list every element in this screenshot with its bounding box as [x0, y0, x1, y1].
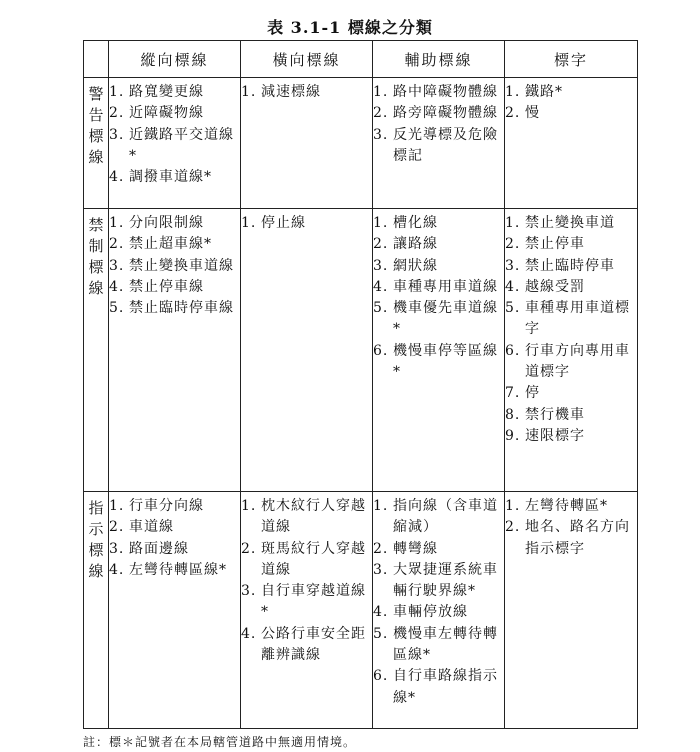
item-number: 5.	[109, 300, 125, 317]
item-number: 3.	[373, 561, 389, 578]
item-number: 1.	[241, 84, 257, 100]
item-number: 2.	[109, 236, 125, 253]
list-item	[505, 213, 637, 234]
list-item	[109, 256, 240, 277]
item-text: 斑馬紋行人穿越道線	[261, 540, 366, 578]
item-text: 慢	[525, 105, 540, 122]
item-list	[505, 209, 637, 447]
item-number: 2.	[373, 540, 389, 557]
item-number: 4.	[109, 278, 125, 295]
item-list	[109, 492, 240, 581]
row-category-char: 線	[88, 279, 104, 297]
item-text: 禁止臨時停車線	[129, 300, 234, 317]
item-text: 機慢車左轉待轉區線*	[393, 625, 498, 664]
item-text: 車種專用車道線	[393, 278, 498, 295]
item-number: 5.	[505, 300, 521, 317]
item-number: 4.	[109, 169, 125, 186]
row-category-char: 標	[88, 127, 104, 145]
item-number: 6.	[373, 668, 389, 685]
list-item	[109, 496, 240, 517]
list-item	[373, 277, 504, 298]
item-number: 1.	[373, 215, 389, 231]
item-number: 9.	[505, 427, 521, 444]
item-list	[109, 209, 240, 319]
list-item	[505, 405, 637, 426]
row-category-char: 指	[88, 499, 104, 517]
item-text: 速限標字	[525, 427, 585, 444]
list-item	[505, 426, 637, 447]
item-number: 5.	[373, 625, 389, 642]
item-text: 大眾捷運系統車輛行駛界線*	[393, 561, 498, 600]
item-text: 車種專用車道標字	[525, 300, 630, 338]
list-item	[241, 581, 372, 624]
item-number: 2.	[241, 540, 257, 557]
item-text: 機車優先車道線*	[393, 300, 498, 338]
table-cell	[373, 209, 505, 492]
row-category-char: 示	[88, 520, 104, 538]
list-item	[109, 277, 240, 298]
row-category	[84, 209, 109, 492]
row-category-char: 制	[88, 237, 104, 255]
list-item	[505, 517, 637, 560]
item-list	[505, 78, 637, 125]
item-text: 地名、路名方向指示標字	[525, 519, 630, 557]
item-number: 3.	[373, 126, 389, 143]
list-item	[109, 82, 240, 103]
item-text: 行車分向線	[129, 498, 204, 514]
list-item	[241, 624, 372, 667]
row-category-char: 禁	[88, 216, 104, 234]
header-corner	[84, 41, 109, 78]
item-number: 2.	[109, 519, 125, 536]
header-auxiliary: 輔助標線	[373, 41, 505, 78]
item-text: 槽化線	[393, 215, 438, 231]
table-cell	[241, 209, 373, 492]
item-text: 車輛停放線	[393, 604, 468, 621]
item-number: 6.	[373, 342, 389, 359]
table-cell	[373, 492, 505, 729]
list-item	[505, 103, 637, 124]
row-category	[84, 492, 109, 729]
item-number: 1.	[373, 498, 389, 514]
list-item	[373, 256, 504, 277]
list-item	[109, 234, 240, 255]
list-item	[373, 560, 504, 603]
list-item	[505, 496, 637, 517]
item-number: 3.	[505, 257, 521, 274]
item-text: 網狀線	[393, 257, 438, 274]
list-item	[373, 666, 504, 709]
header-longitudinal: 縱向標線	[109, 41, 241, 78]
item-text: 自行車穿越道線*	[261, 583, 366, 621]
item-number: 2.	[505, 236, 521, 253]
list-item	[373, 234, 504, 255]
table-row	[84, 209, 638, 492]
list-item	[505, 82, 637, 103]
item-text: 近鐵路平交道線*	[129, 126, 234, 164]
table-cell	[109, 492, 241, 729]
list-item	[241, 496, 372, 539]
item-number: 2.	[109, 105, 125, 122]
item-text: 路旁障礙物體線	[393, 105, 498, 122]
item-number: 3.	[109, 540, 125, 557]
table-cell	[109, 209, 241, 492]
item-list	[505, 492, 637, 560]
row-category-char: 標	[88, 258, 104, 276]
item-number: 1.	[505, 498, 521, 514]
item-text: 禁止變換車道線	[129, 257, 234, 274]
item-number: 4.	[373, 604, 389, 621]
item-number: 2.	[373, 105, 389, 122]
item-text: 機慢車停等區線*	[393, 342, 498, 381]
list-item	[505, 383, 637, 404]
item-text: 禁行機車	[525, 406, 585, 423]
table-row	[84, 492, 638, 729]
item-number: 4.	[373, 278, 389, 295]
item-text: 減速標線	[261, 84, 321, 100]
list-item	[109, 539, 240, 560]
item-number: 4.	[109, 561, 125, 578]
item-number: 2.	[505, 519, 521, 536]
item-text: 車道線	[129, 519, 174, 536]
item-number: 7.	[505, 385, 521, 402]
marking-classification-table	[83, 40, 638, 729]
row-category-char: 警	[88, 85, 104, 103]
item-number: 1.	[109, 498, 125, 514]
list-item	[373, 82, 504, 103]
list-item	[373, 496, 504, 539]
item-number: 8.	[505, 406, 521, 423]
item-number: 2.	[373, 236, 389, 253]
list-item	[241, 213, 372, 234]
list-item	[373, 341, 504, 384]
table-cell	[241, 78, 373, 209]
list-item	[373, 298, 504, 341]
item-number: 1.	[505, 84, 521, 100]
list-item	[505, 298, 637, 341]
item-number: 1.	[241, 498, 257, 514]
item-text: 行車方向專用車道標字	[525, 342, 630, 381]
item-list	[241, 492, 372, 666]
list-item	[109, 517, 240, 538]
item-number: 3.	[109, 257, 125, 274]
item-list	[241, 209, 372, 234]
item-number: 2.	[505, 105, 521, 122]
item-text: 反光導標及危險標記	[393, 126, 498, 164]
list-item	[109, 103, 240, 124]
item-text: 禁止停車線	[129, 278, 204, 295]
item-text: 指向線（含車道縮減）	[393, 498, 498, 536]
item-text: 路面邊線	[129, 540, 189, 557]
item-number: 1.	[241, 215, 257, 231]
item-number: 3.	[241, 583, 257, 600]
footnote: 註：標＊記號者在本局轄管道路中無適用情境。	[83, 735, 357, 749]
item-text: 左彎待轉區*	[525, 498, 608, 514]
list-item	[109, 560, 240, 581]
item-text: 禁止超車線*	[129, 236, 212, 253]
item-list	[373, 492, 504, 709]
header-text-markings: 標字	[505, 41, 638, 78]
list-item	[109, 125, 240, 168]
table-cell	[241, 492, 373, 729]
item-text: 公路行車安全距離辨識線	[261, 625, 366, 664]
table-title: 表 3.1-1 標線之分類	[267, 18, 433, 37]
list-item	[241, 82, 372, 103]
header-transverse: 橫向標線	[241, 41, 373, 78]
table-cell	[505, 209, 638, 492]
list-item	[505, 234, 637, 255]
list-item	[373, 213, 504, 234]
item-text: 轉彎線	[393, 540, 438, 557]
item-text: 停	[525, 385, 540, 402]
item-number: 1.	[109, 84, 125, 100]
item-list	[373, 209, 504, 383]
list-item	[373, 539, 504, 560]
table-cell	[505, 78, 638, 209]
list-item	[373, 624, 504, 667]
table-cell	[373, 78, 505, 209]
row-category-char: 線	[88, 148, 104, 166]
item-text: 鐵路*	[525, 84, 563, 100]
list-item	[373, 125, 504, 168]
list-item	[241, 539, 372, 582]
list-item	[505, 256, 637, 277]
item-text: 禁止變換車道	[525, 215, 615, 231]
item-number: 1.	[109, 215, 125, 231]
list-item	[505, 341, 637, 384]
list-item	[109, 213, 240, 234]
item-text: 禁止停車	[525, 236, 585, 253]
row-category-char: 標	[88, 541, 104, 559]
list-item	[109, 167, 240, 188]
table-row	[84, 78, 638, 209]
item-number: 3.	[109, 126, 125, 143]
row-category-char: 線	[88, 562, 104, 580]
item-list	[109, 78, 240, 188]
item-text: 路寬變更線	[129, 84, 204, 100]
item-number: 4.	[241, 625, 257, 642]
header-row	[84, 41, 638, 78]
item-number: 6.	[505, 342, 521, 359]
item-text: 越線受罰	[525, 278, 585, 295]
row-category-char: 告	[88, 106, 104, 124]
item-text: 枕木紋行人穿越道線	[261, 498, 366, 536]
list-item	[505, 277, 637, 298]
list-item	[373, 103, 504, 124]
item-list	[241, 78, 372, 103]
table-cell	[505, 492, 638, 729]
item-text: 左彎待轉區線*	[129, 561, 227, 578]
list-item	[109, 298, 240, 319]
item-text: 停止線	[261, 215, 306, 231]
item-text: 禁止臨時停車	[525, 257, 615, 274]
item-text: 調撥車道線*	[129, 169, 212, 186]
item-number: 1.	[373, 84, 389, 100]
item-text: 分向限制線	[129, 215, 204, 231]
list-item	[373, 602, 504, 623]
item-text: 路中障礙物體線	[393, 84, 498, 100]
item-text: 近障礙物線	[129, 105, 204, 122]
item-number: 5.	[373, 300, 389, 317]
table-cell	[109, 78, 241, 209]
item-number: 1.	[505, 215, 521, 231]
item-text: 自行車路線指示線*	[393, 668, 498, 706]
item-number: 3.	[373, 257, 389, 274]
item-list	[373, 78, 504, 167]
item-number: 4.	[505, 278, 521, 295]
item-text: 讓路線	[393, 236, 438, 253]
row-category	[84, 78, 109, 209]
